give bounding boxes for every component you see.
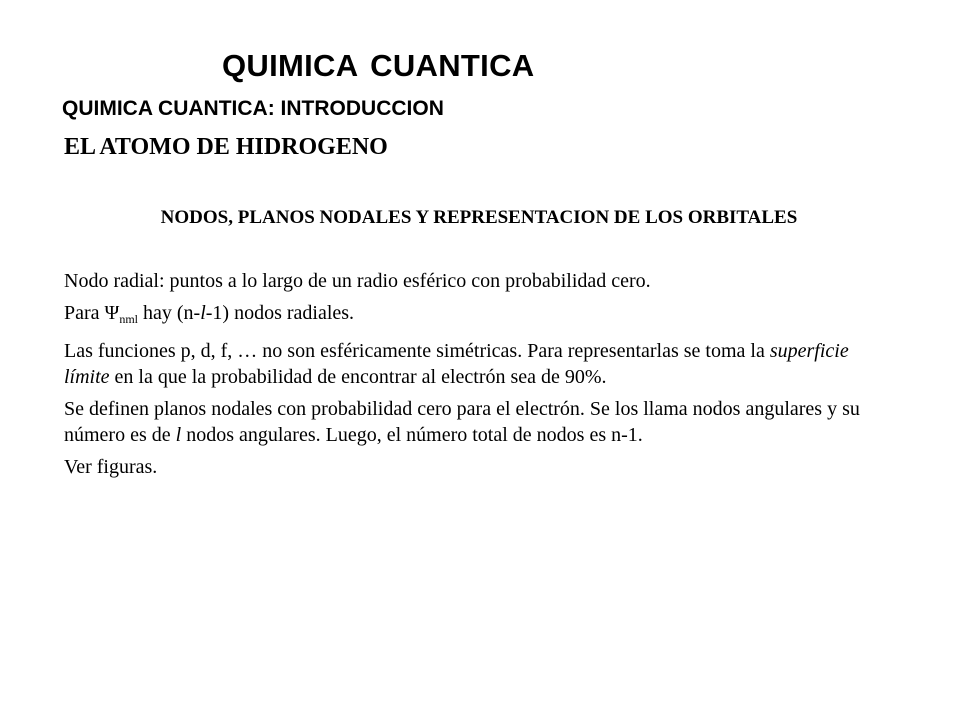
paragraph-radial-count xyxy=(64,300,864,332)
boundary-surface-term: superficie límite xyxy=(64,340,849,388)
psi-subscript: nml xyxy=(119,312,138,326)
slide-subtitle: QUIMICA CUANTICA: INTRODUCCION xyxy=(62,97,444,120)
p3-post: en la que la probabilidad de encontrar al electrón sea de 90%. xyxy=(109,366,607,388)
paragraph-boundary-surface xyxy=(64,338,864,390)
paragraph-nodal-planes xyxy=(64,396,864,448)
body-text xyxy=(64,268,864,486)
paragraph-radial-node: Nodo radial: puntos a lo largo de un radio esférico con probabilidad cero. xyxy=(64,270,651,292)
p4-pre: Se definen planos nodales con probabilidad cero para el electrón. Se los llama nodos angulares y su número es de xyxy=(64,398,860,446)
p2-post: -1) nodos radiales. xyxy=(205,302,355,324)
slide-title: QUIMICA CUANTICA xyxy=(222,48,535,83)
l-italic: l xyxy=(200,302,206,324)
p4-post: nodos angulares. Luego, el número total de nodos es n-1. xyxy=(181,424,643,446)
l-italic: l xyxy=(175,424,182,446)
paragraph-see-figures: Ver figuras. xyxy=(64,456,158,478)
content-heading: NODOS, PLANOS NODALES Y REPRESENTACION DE LOS ORBITALES xyxy=(160,207,798,228)
p2-pre: Para xyxy=(64,302,105,324)
section-title: EL ATOMO DE HIDROGENO xyxy=(64,134,388,160)
p2-mid: hay (n- xyxy=(137,302,201,324)
p3-pre: Las funciones p, d, f, … no son esféricamente simétricas. Para representarlas se toma la xyxy=(64,340,770,362)
psi-symbol: Ψ xyxy=(104,302,120,324)
